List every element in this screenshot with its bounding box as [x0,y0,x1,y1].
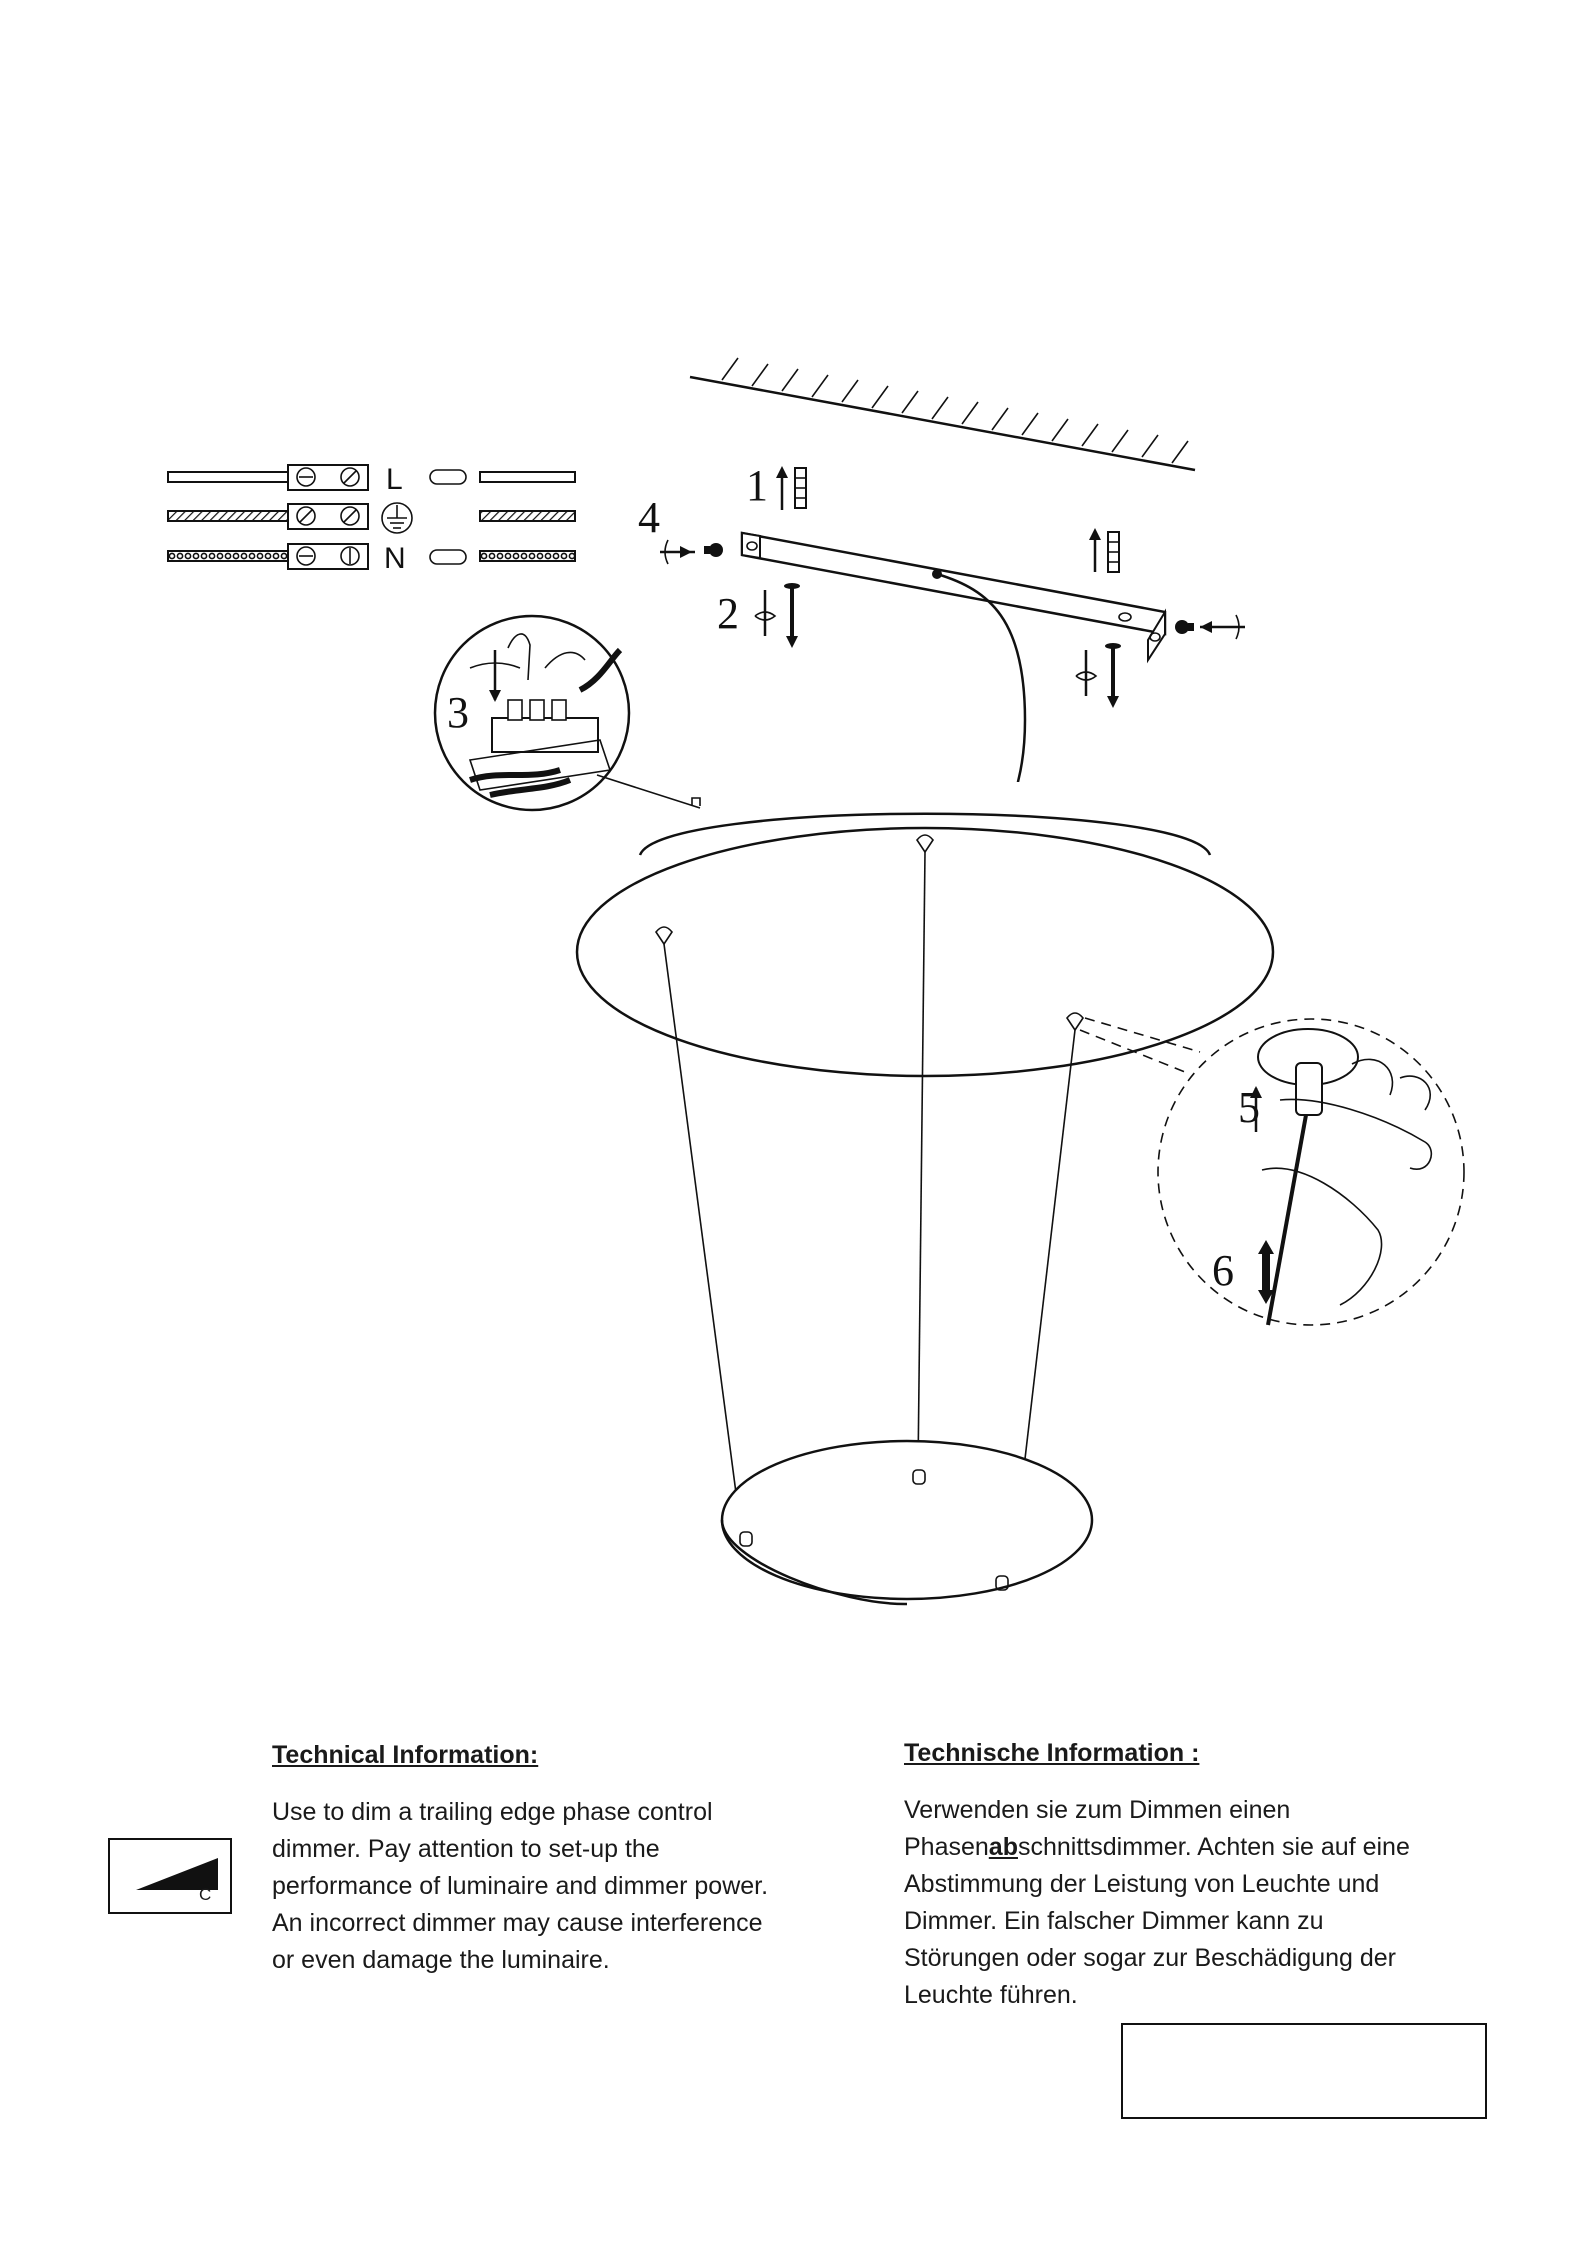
bracket-screw-icon [660,540,723,564]
info-line: Leuchte führen. [904,1981,1078,2009]
technical-information-german [904,1735,1410,2014]
info-line: Störungen oder sogar zur Beschädigung der [904,1944,1396,1972]
screw-icon [1076,643,1121,708]
bracket-screw-icon [1175,615,1245,639]
info-line: or even damage the luminaire. [272,1946,610,1974]
screw-icon [755,583,800,648]
technical-information-english [272,1737,768,1979]
wiring-terminal-block [168,463,575,575]
mounting-bracket [742,533,1165,660]
step-number-2: 2 [717,589,739,638]
wall-plug-icon [1089,528,1119,572]
info-title-de: Technische Information : [904,1739,1200,1767]
ceiling [690,358,1195,470]
step-number-1: 1 [746,461,768,510]
terminal-label-neutral: N [384,542,406,575]
info-line: dimmer. Pay attention to set-up the [272,1835,660,1863]
info-title-en: Technical Information: [272,1741,539,1769]
dimmer-ramp-icon [110,1840,234,1916]
label-box [1121,2023,1487,2119]
dimmer-type-letter: C [199,1885,212,1904]
wall-plug-icon [776,466,806,510]
trailing-edge-dimmer-icon [108,1838,232,1914]
info-line [904,1829,1410,1866]
info-line: Verwenden sie zum Dimmen einen [904,1796,1291,1824]
wire-adjustment-detail [1158,1019,1464,1325]
info-word: schnittsdimmer. Achten sie auf eine [1017,1833,1410,1861]
step-number-5: 5 [1238,1083,1260,1132]
terminal-label-live: L [386,463,403,496]
info-word-emphasis: ab [988,1833,1018,1861]
info-word: Phasen [904,1833,989,1861]
earth-ground-icon [382,503,412,533]
info-line: An incorrect dimmer may cause interference [272,1909,763,1937]
light-ring [722,1441,1092,1604]
step-number-3: 3 [447,688,469,737]
info-line: Abstimmung der Leistung von Leuchte und [904,1870,1380,1898]
ceiling-canopy [577,798,1273,1076]
info-line: Use to dim a trailing edge phase control [272,1798,713,1826]
step-number-6: 6 [1212,1246,1234,1295]
step-number-4: 4 [638,493,660,542]
info-line: Dimmer. Ein falscher Dimmer kann zu [904,1907,1324,1935]
info-line: performance of luminaire and dimmer power. [272,1872,769,1900]
